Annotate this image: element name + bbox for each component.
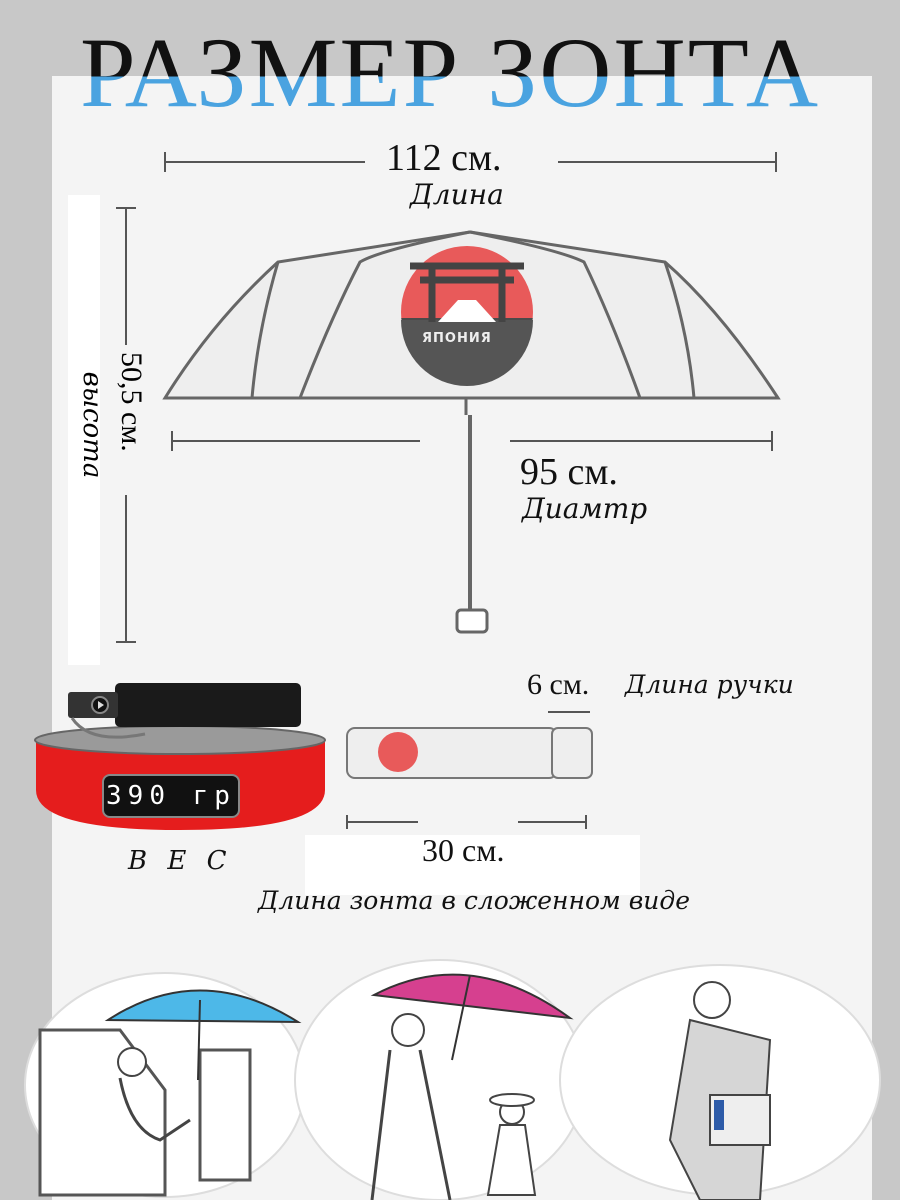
folded-umbrella [347, 728, 592, 778]
page-title: РАЗМЕР ЗОНТА [0, 18, 900, 128]
height-value: 50,5 см. [115, 352, 148, 452]
handle-label: Длина ручки [625, 670, 794, 699]
diameter-value: 95 см. [520, 451, 618, 493]
diameter-label: Диамтр [522, 492, 648, 525]
logo-text: ЯПОНИЯ [422, 331, 492, 346]
handle-value: 6 см. [527, 668, 590, 701]
length-label: Длина [410, 178, 504, 211]
scene-circle-parent-child [295, 960, 585, 1200]
height-label: высота [77, 371, 107, 479]
folded-value: 30 см. [422, 832, 505, 868]
japan-logo [401, 246, 533, 386]
length-value: 112 см. [386, 137, 502, 179]
scene-circle-car [25, 973, 305, 1197]
folded-label: Длина зонта в сложенном виде [258, 886, 691, 915]
weight-label: В Е С [128, 846, 233, 876]
scene-circle-businessman [560, 965, 880, 1200]
weight-value: 390 гр [102, 774, 240, 818]
